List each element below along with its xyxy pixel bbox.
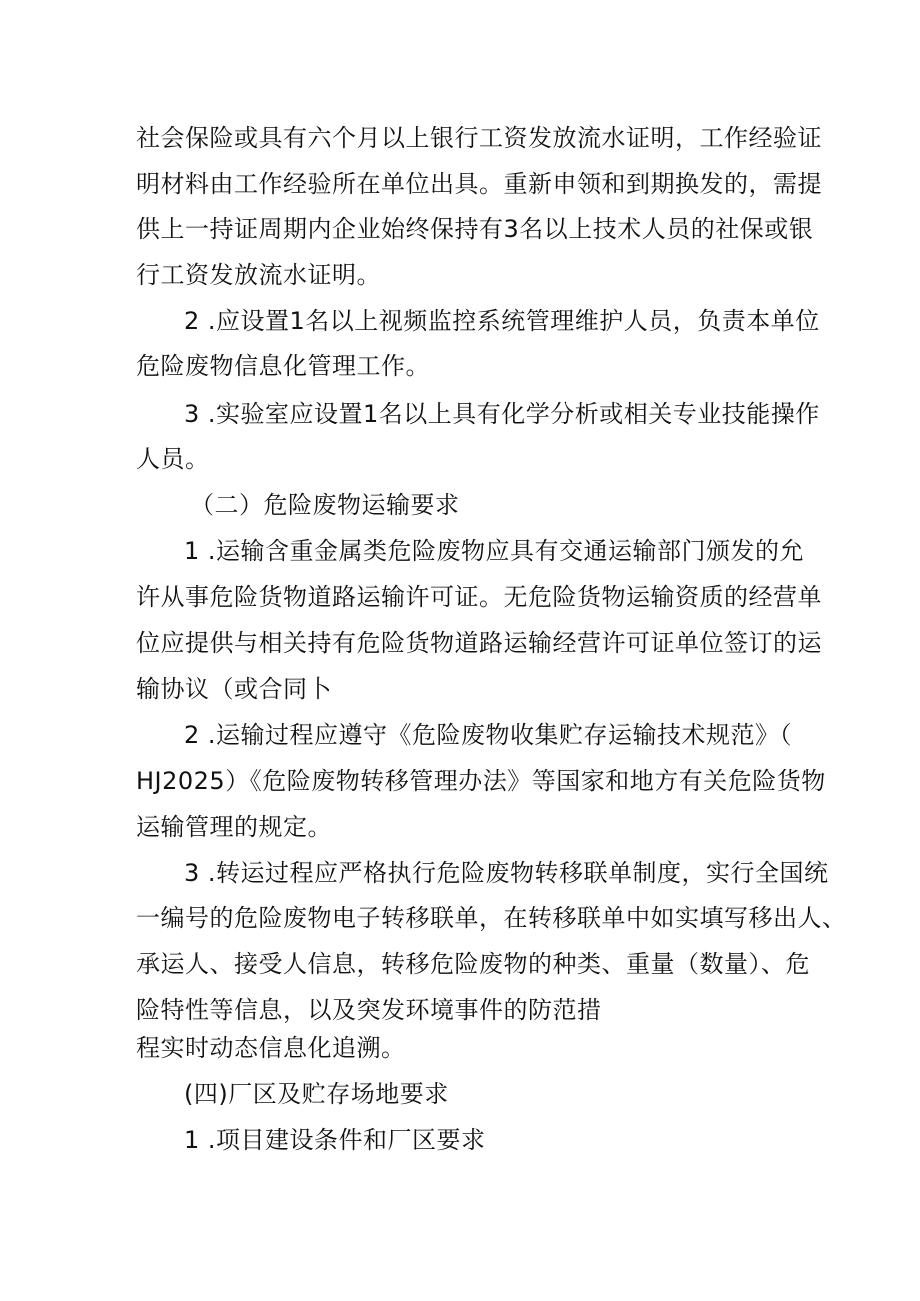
body-line: 险特性等信息，以及突发环境事件的防范措 xyxy=(136,996,602,1024)
list-item-line: 3 .实验室应设置1名以上具有化学分析或相关专业技能操作 xyxy=(184,400,820,428)
body-line: 供上一持证周期内企业始终保持有3名以上技术人员的社保或银 xyxy=(136,215,814,243)
list-item-line: 1 .项目建设条件和厂区要求 xyxy=(184,1126,486,1154)
list-item-line: 3 .转运过程应严格执行危险废物转移联单制度，实行全国统 xyxy=(184,859,829,887)
body-line: HJ2025）《危险废物转移管理办法》等国家和地方有关危险货物 xyxy=(136,767,826,795)
list-item-line: 2 .应设置1名以上视频监控系统管理维护人员，负责本单位 xyxy=(184,307,820,335)
list-item-line: 2 .运输过程应遵守《危险废物收集贮存运输技术规范》（ xyxy=(184,721,793,749)
body-line: 程实时动态信息化追溯。 xyxy=(136,1034,406,1062)
list-item-line: 1 .运输含重金属类危险废物应具有交通运输部门颁发的允 xyxy=(184,537,805,565)
body-line: 位应提供与相关持有危险货物道路运输经营许可证单位签订的运 xyxy=(136,629,822,657)
body-line: 承运人、接受人信息，转移危险废物的种类、重量（数量）、危 xyxy=(136,950,810,978)
body-line: 社会保险或具有六个月以上银行工资发放流水证明，工作经验证 xyxy=(136,124,822,152)
body-line: 运输管理的规定。 xyxy=(136,813,332,841)
body-line: 许从事危险货物道路运输许可证。无危险货物运输资质的经营单 xyxy=(136,583,822,611)
body-line: 危险废物信息化管理工作。 xyxy=(136,352,430,380)
section-heading: (四)厂区及贮存场地要求 xyxy=(184,1080,449,1108)
body-line: 人员。 xyxy=(136,445,210,473)
body-line: 输协议（或合同卜 xyxy=(136,675,332,703)
body-line: 行工资发放流水证明。 xyxy=(136,261,381,289)
body-line: 明材料由工作经验所在单位出具。重新申领和到期换发的，需提 xyxy=(136,170,822,198)
body-line: 一编号的危险废物电子转移联单，在转移联单中如实填写移出人、 xyxy=(136,904,847,932)
section-heading: （二）危险废物运输要求 xyxy=(190,491,460,519)
